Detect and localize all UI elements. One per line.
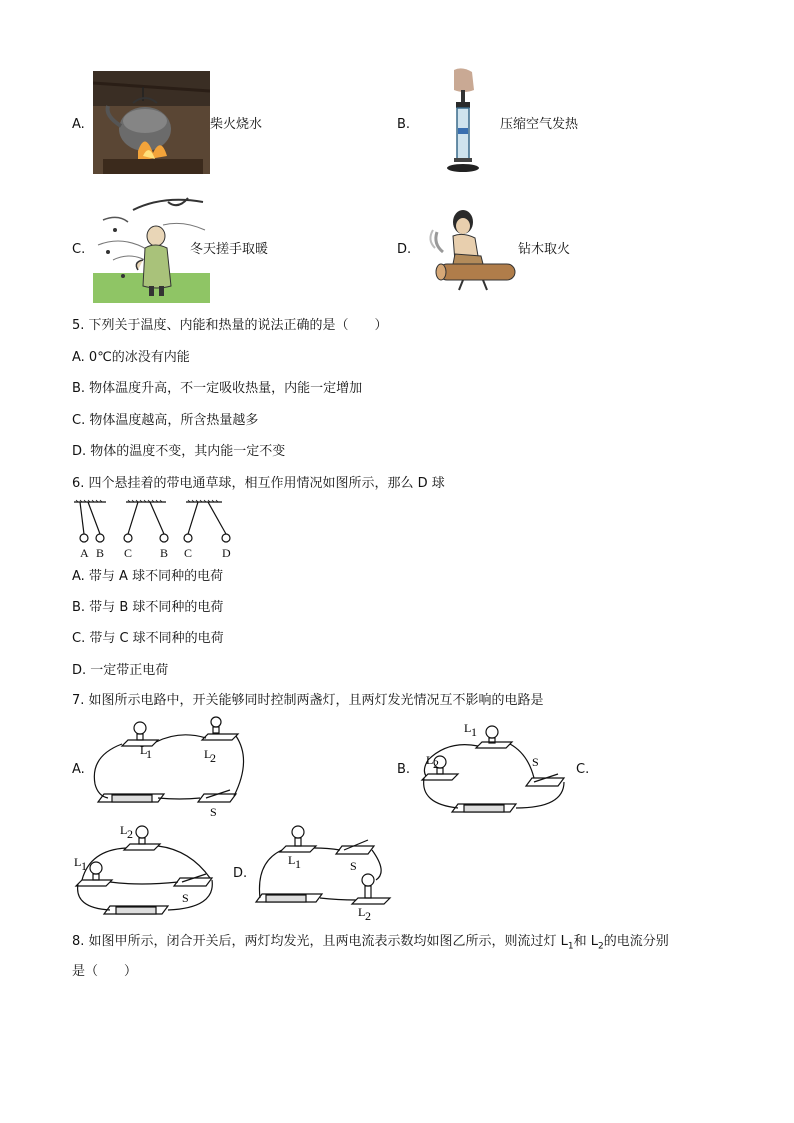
svg-text:L: L	[204, 747, 212, 761]
option-a-caption: 柴火烧水	[210, 117, 263, 132]
option-d-letter: D.	[397, 242, 412, 257]
svg-text:1: 1	[471, 725, 477, 739]
q5-option-d: D. 物体的温度不变，其内能一定不变	[72, 444, 286, 459]
svg-text:L: L	[288, 853, 296, 867]
svg-text:L: L	[358, 905, 366, 919]
svg-text:L: L	[74, 855, 82, 869]
ball-label-b2: B	[160, 546, 169, 560]
svg-text:2: 2	[365, 909, 371, 920]
circuit-c-letter: C.	[576, 762, 590, 777]
circuit-a-diagram	[90, 716, 250, 820]
ball-label-c2: C	[184, 546, 193, 560]
q6-stem: 6. 四个悬挂着的带电通草球，相互作用情况如图所示，那么 D 球	[72, 476, 445, 491]
option-b-caption: 压缩空气发热	[500, 117, 579, 132]
circuit-a-letter: A.	[72, 762, 85, 777]
q8-stem-part1: 8. 如图甲所示，闭合开关后，两灯均发光，且两电流表示数均如图乙所示，则流过灯 L	[72, 934, 568, 949]
q8-sub2: 2	[598, 941, 604, 952]
q5-option-b: B. 物体温度升高，不一定吸收热量，内能一定增加	[72, 381, 363, 396]
svg-text:2: 2	[127, 827, 133, 841]
q7-stem: 7. 如图所示电路中，开关能够同时控制两盏灯，且两灯发光情况互不影响的电路是	[72, 693, 544, 708]
charged-balls-figure	[72, 498, 242, 562]
q6-option-d: D. 一定带正电荷	[72, 663, 169, 678]
kettle-fire-image	[93, 71, 210, 174]
q8-stem-line2: 是（ ）	[72, 964, 138, 979]
svg-text:2: 2	[433, 757, 439, 771]
option-c-letter: C.	[72, 242, 86, 257]
q6-option-c: C. 带与 C 球不同种的电荷	[72, 631, 224, 646]
q8-sub1: 1	[567, 941, 574, 952]
q8-stem-part2: 的电流分别	[603, 934, 669, 949]
svg-text:L: L	[140, 743, 148, 757]
ball-label-d: D	[222, 546, 231, 560]
ball-label-c: C	[124, 546, 133, 560]
q5-option-a: A. 0℃的冰没有内能	[72, 350, 190, 365]
svg-text:S: S	[210, 805, 217, 819]
circuit-c-diagram	[70, 820, 220, 920]
svg-text:L: L	[120, 823, 128, 837]
air-compression-tube-image	[432, 68, 492, 178]
option-d-caption: 钻木取火	[518, 242, 571, 257]
q5-stem: 5. 下列关于温度、内能和热量的说法正确的是（ ）	[72, 318, 388, 333]
svg-text:2: 2	[210, 751, 216, 765]
option-a-letter: A.	[72, 117, 85, 132]
svg-text:1: 1	[146, 747, 152, 761]
svg-text:S: S	[350, 859, 357, 873]
q5-option-c: C. 物体温度越高，所含热量越多	[72, 413, 259, 428]
circuit-d-diagram	[252, 818, 392, 920]
q6-option-a: A. 带与 A 球不同种的电荷	[72, 569, 224, 584]
svg-text:S: S	[182, 891, 189, 905]
ball-label-b: B	[96, 546, 105, 560]
q8-stem-line1	[72, 934, 669, 955]
svg-text:1: 1	[81, 859, 87, 873]
option-c-caption: 冬天搓手取暖	[190, 242, 269, 257]
option-b-letter: B.	[397, 117, 411, 132]
q8-stem-mid: 和 L	[573, 934, 599, 949]
ball-label-a: A	[80, 546, 89, 560]
drilling-wood-image	[423, 204, 518, 292]
q6-option-b: B. 带与 B 球不同种的电荷	[72, 600, 224, 615]
svg-text:L: L	[464, 721, 472, 735]
svg-text:L: L	[426, 753, 434, 767]
circuit-d-letter: D.	[233, 866, 248, 881]
circuit-b-diagram	[418, 718, 568, 818]
svg-text:1: 1	[295, 857, 301, 871]
svg-text:S: S	[532, 755, 539, 769]
circuit-b-letter: B.	[397, 762, 411, 777]
